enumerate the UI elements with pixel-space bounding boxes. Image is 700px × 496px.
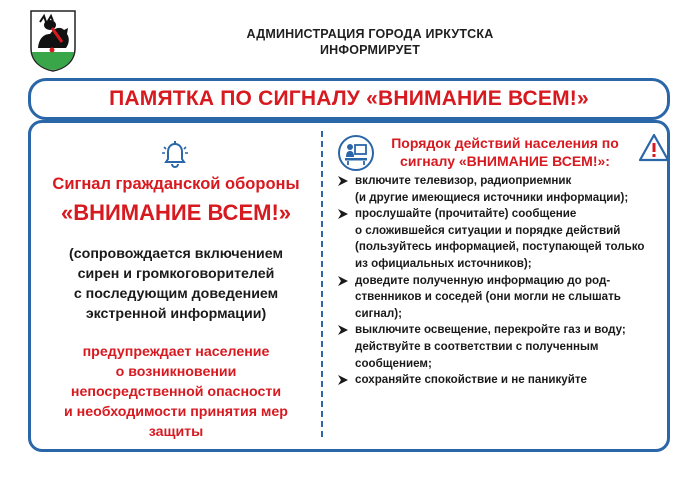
list-item bbox=[335, 206, 657, 272]
attention-signal-name: «ВНИМАНИЕ ВСЕМ!» bbox=[60, 200, 292, 225]
arrow-bullet-icon bbox=[337, 324, 349, 336]
accompanied-description bbox=[41, 244, 311, 324]
page-title: ПАМЯТКА ПО СИГНАЛУ «ВНИМАНИЕ ВСЕМ!» bbox=[109, 87, 589, 110]
list-item-line: действуйте в соответствии с полученным bbox=[355, 339, 599, 353]
left-column bbox=[31, 123, 321, 449]
warning-triangle-icon bbox=[639, 133, 669, 163]
warns-line: непосредственной опасности bbox=[70, 384, 282, 400]
signal-type: Сигнал гражданской обороны bbox=[52, 175, 300, 193]
warns-line: защиты bbox=[148, 424, 204, 440]
list-item-line: выключите освещение, перекройте газ и воду; bbox=[355, 323, 626, 337]
list-item bbox=[335, 372, 657, 389]
list-item-line: прослушайте (прочитайте) сообщение bbox=[355, 207, 577, 221]
column-divider bbox=[321, 131, 323, 437]
warns-line: и необходимости принятия мер bbox=[64, 404, 288, 420]
arrow-bullet-icon bbox=[337, 208, 349, 220]
list-item-line: включите телевизор, радиоприемник bbox=[355, 174, 572, 187]
list-item-line: из официальных источников); bbox=[355, 256, 532, 270]
warning-description bbox=[41, 342, 311, 442]
list-item-line: (и другие имеющиеся источники информации); bbox=[355, 190, 629, 204]
admin-line-1: АДМИНИСТРАЦИЯ ГОРОДА ИРКУТСКА bbox=[246, 27, 494, 41]
list-item bbox=[335, 173, 657, 206]
admin-line-2: ИНФОРМИРУЕТ bbox=[319, 43, 421, 57]
irkutsk-coat-of-arms bbox=[28, 8, 78, 72]
actions-heading-line-1: Порядок действий населения по bbox=[391, 135, 619, 151]
list-item-line: доведите полученную информацию до род- bbox=[355, 273, 611, 287]
list-item-line: (пользуйтесь информацией, поступающей только bbox=[355, 240, 645, 254]
arrow-bullet-icon bbox=[337, 275, 349, 287]
accompanied-line: сирен и громкоговорителей bbox=[77, 266, 275, 282]
bell-icon bbox=[161, 139, 189, 169]
list-item bbox=[335, 322, 657, 372]
actions-list bbox=[335, 173, 657, 389]
actions-heading-line-2: сигналу «ВНИМАНИЕ ВСЕМ!»: bbox=[400, 153, 610, 169]
warns-line: предупреждает население bbox=[82, 344, 270, 360]
list-item-line: сообщением; bbox=[355, 356, 432, 370]
warns-line: о возникновении bbox=[115, 364, 237, 380]
main-panel bbox=[28, 120, 670, 452]
accompanied-line: экстренной информации) bbox=[85, 306, 267, 322]
title-banner bbox=[28, 78, 670, 120]
arrow-bullet-icon bbox=[337, 175, 349, 187]
list-item-line: сигнал); bbox=[355, 306, 402, 320]
list-item-line: сохраняйте спокойствие и не паникуйте bbox=[355, 373, 588, 387]
arrow-bullet-icon bbox=[337, 374, 349, 386]
actions-heading bbox=[369, 134, 641, 170]
list-item-line: ственников и соседей (они могли не слышать bbox=[355, 290, 621, 304]
accompanied-line: (сопровождается включением bbox=[69, 246, 283, 262]
list-item-line: о сложившейся ситуации и порядке действий bbox=[355, 223, 621, 237]
accompanied-line: с последующим доведением bbox=[73, 286, 279, 302]
list-item bbox=[335, 273, 657, 323]
administration-header bbox=[170, 26, 570, 58]
